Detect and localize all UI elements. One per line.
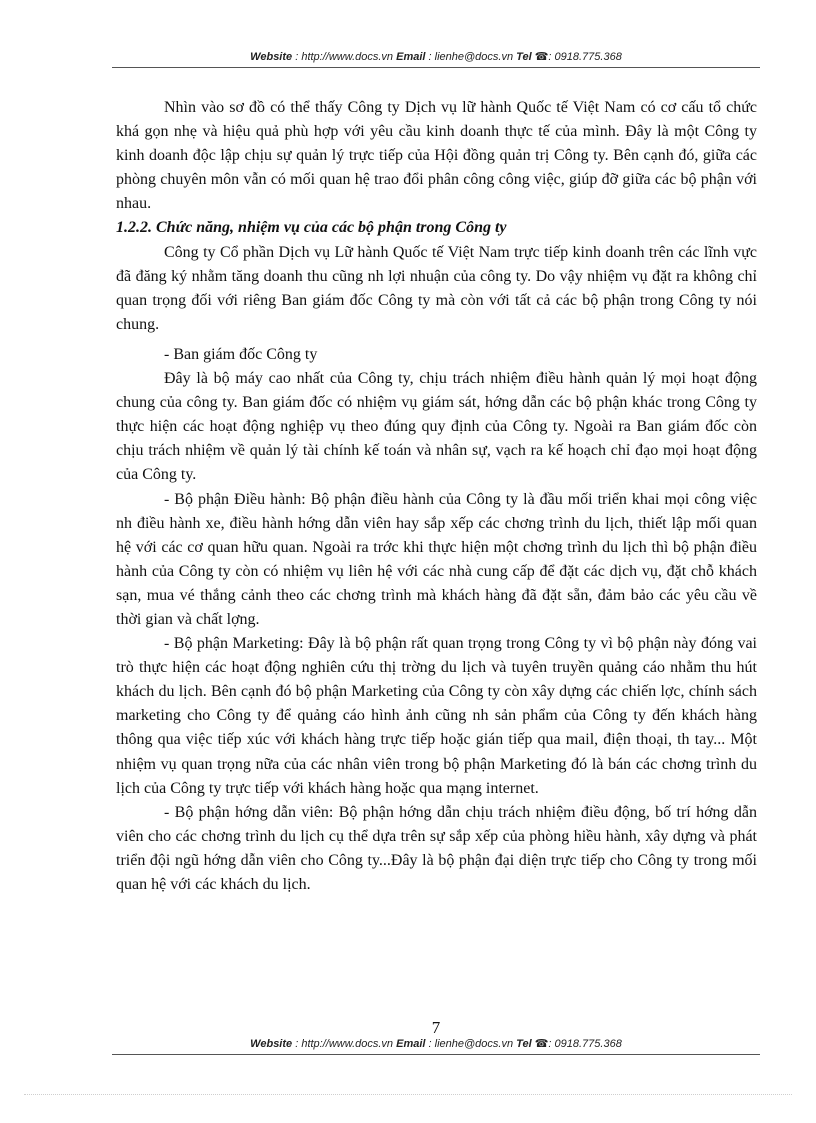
tel-label: Tel xyxy=(516,51,532,63)
page-break-divider xyxy=(24,1094,792,1095)
section-heading: 1.2.2. Chức năng, nhiệm vụ của các bộ phận trong Công ty xyxy=(116,219,507,237)
footer-website-label: Website xyxy=(250,1038,293,1050)
footer-email-value: : lienhe@docs.vn xyxy=(428,1038,514,1050)
paragraph-marketing: - Bộ phận Marketing: Đây là bộ phận rất quan trọng trong Công ty vì bộ phận này đóng vai trò thực hiện các hoạt động nghiên cứu thị trờng du lịch và tuyên truyền quảng cáo nhằm thu hút khách du lịch. Bên cạnh đó bộ phận Marketing của Công ty còn xây dựng các chiến lợc, chính sách marketing cho Công ty để quảng cáo hình ảnh cũng nh sản phẩm của Công ty đến khách hàng thông qua việc tiếp xúc với khách hàng trực tiếp hoặc gián tiếp qua mail, điện thoại, th tay... Một nhiệm vụ quan trọng nữa của các nhân viên trong bộ phận Marketing đó là bán các chơng trình du lịch của Công ty trực tiếp với khách hàng hoặc qua mạng internet. xyxy=(116,635,757,797)
website-value: : http://www.docs.vn xyxy=(295,51,394,63)
footer-phone-icon: ☎ xyxy=(534,1038,549,1050)
item-ban-giam-doc-title: - Ban giám đốc Công ty xyxy=(164,345,318,363)
paragraph-dieu-hanh: - Bộ phận Điều hành: Bộ phận điều hành của Công ty là đầu mối triển khai mọi công việc nh điều hành xe, điều hành hớng dẫn viên hay sắp xếp các chơng trình du lịch, thiết lập mối quan hệ với các cơ quan hữu quan. Ngoài ra trớc khi thực hiện một chơng trình du lịch thì bộ phận điều hành của Công ty còn có nhiệm vụ liên hệ với các nhà cung cấp để đặt các dịch vụ, đặt chỗ khách sạn, mua vé thắng cảnh theo các chơng trình mà khách hàng đã đặt sẵn, đảm bảo các yêu cầu về thời gian và chất lợng. xyxy=(116,490,757,628)
footer-email-label: Email xyxy=(396,1038,426,1050)
paragraph-1: Nhìn vào sơ đồ có thể thấy Công ty Dịch vụ lữ hành Quốc tế Việt Nam có cơ cấu tổ chức khá gọn nhẹ và hiệu quả phù hợp với yêu cầu kinh doanh thực tế của mình. Đây là một Công ty kinh doanh độc lập chịu sự quản lý trực tiếp của Hội đồng quản trị Công ty. Bên cạnh đó, giữa các phòng chuyên môn vẫn có mối quan hệ trao đổi phân công công việc, giúp đỡ giữa các bộ phận với nhau. xyxy=(116,99,757,213)
paragraph-2: Công ty Cổ phần Dịch vụ Lữ hành Quốc tế Việt Nam trực tiếp kinh doanh trên các lĩnh vực đã đăng ký nhằm tăng doanh thu cũng nh lợi nhuận của công ty. Do vậy nhiệm vụ đặt ra không chỉ quan trọng đối với riêng Ban giám đốc Công ty mà còn với tất cả các bộ phận trong Công ty nói chung. xyxy=(116,243,757,333)
email-label: Email xyxy=(396,51,426,63)
document-body xyxy=(116,96,757,897)
page-number: 7 xyxy=(431,1018,441,1037)
tel-value: : 0918.775.368 xyxy=(548,51,622,63)
page-header xyxy=(112,50,760,63)
page-footer xyxy=(112,1037,760,1050)
footer-website-value: : http://www.docs.vn xyxy=(295,1038,394,1050)
paragraph-huong-dan-vien: - Bộ phận hớng dẫn viên: Bộ phận hớng dẫn chịu trách nhiệm điều động, bố trí hớng dẫn viên cho các chơng trình du lịch cụ thể dựa trên sự sắp xếp của phòng hiều hành, xây dựng và phát triển đội ngũ hớng dẫn viên cho Công ty...Đây là bộ phận đại diện trực tiếp cho Công ty trong mối quan hệ với các khách du lịch. xyxy=(116,803,757,893)
footer-tel-value: : 0918.775.368 xyxy=(548,1038,622,1050)
email-value: : lienhe@docs.vn xyxy=(428,51,514,63)
paragraph-ban-giam-doc: Đây là bộ máy cao nhất của Công ty, chịu trách nhiệm điều hành quản lý mọi hoạt động chung của công ty. Ban giám đốc có nhiệm vụ giám sát, hớng dẫn các bộ phận khác trong Công ty thực hiện các hoạt động nghiệp vụ theo đúng quy định của Công ty. Ngoài ra Ban giám đốc còn chịu trách nhiệm về quản lý tài chính kế toán và nhân sự, vạch ra kế hoạch chỉ đạo mọi hoạt động của Công ty. xyxy=(116,370,757,484)
footer-tel-label: Tel xyxy=(516,1038,532,1050)
phone-icon: ☎ xyxy=(534,51,549,63)
footer-rule xyxy=(112,1054,760,1055)
header-rule xyxy=(112,67,760,68)
website-label: Website xyxy=(250,51,293,63)
